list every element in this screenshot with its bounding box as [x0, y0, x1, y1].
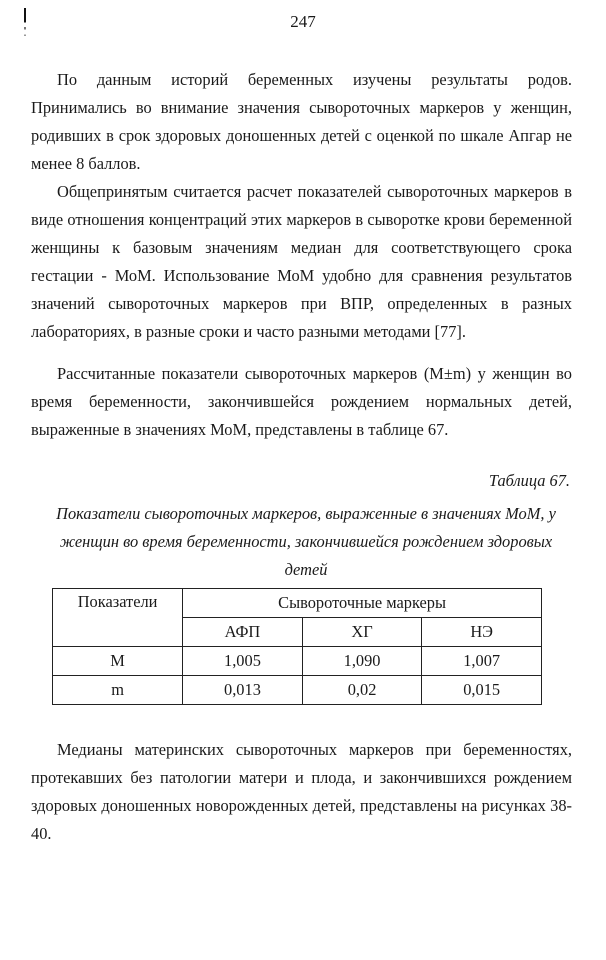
row-label: m: [53, 676, 183, 705]
table-caption: Показатели сывороточных маркеров, выраженные в значениях МоМ, у женщин во время беременности, закончившейся рождением здоровых детей: [56, 504, 556, 579]
paragraph-4: Медианы материнских сывороточных маркеров при беременностях, протекавших без патологии матери и плода, и закончившихся рождением здоровых доношенных новорожденных детей, представлены на рисунках 38-40.: [31, 740, 572, 843]
header-group: Сывороточные маркеры: [183, 589, 542, 618]
paragraph-3: Рассчитанные показатели сывороточных маркеров (M±m) у женщин во время беременности, закончившейся рождением нормальных детей, выраженные в значениях МоМ, представлены в таблице 67.: [31, 364, 572, 439]
table-row: [53, 647, 542, 676]
table-row: [53, 676, 542, 705]
cell-value: 1,005: [183, 647, 303, 676]
cell-value: 0,02: [302, 676, 422, 705]
table-number: Таблица 67.: [488, 471, 570, 490]
header-afp: АФП: [183, 618, 303, 647]
header-indicator: Показатели: [53, 589, 183, 647]
cell-value: 1,007: [422, 647, 542, 676]
row-label: M: [53, 647, 183, 676]
markers-table: [52, 588, 542, 705]
header-ne: НЭ: [422, 618, 542, 647]
cell-value: 0,013: [183, 676, 303, 705]
paragraph-2: Общепринятым считается расчет показателей сывороточных маркеров в виде отношения концентраций этих маркеров в сыворотке крови беременной женщины к базовым значениям медиан для соответствующего срока гестации - МоМ. Использование МоМ удобно для сравнения результатов значений сывороточных маркеров при ВПР, определенных в разных лабораториях, в разные сроки и часто разными методами [77].: [31, 182, 572, 341]
table-header-row: [53, 589, 542, 618]
header-hg: ХГ: [302, 618, 422, 647]
paragraph-1: По данным историй беременных изучены результаты родов. Принимались во внимание значения сывороточных маркеров у женщин, родивших в срок здоровых доношенных детей с оценкой по шкале Апгар не менее 8 баллов.: [31, 70, 572, 173]
cell-value: 0,015: [422, 676, 542, 705]
cell-value: 1,090: [302, 647, 422, 676]
page-number: 247: [290, 12, 316, 31]
